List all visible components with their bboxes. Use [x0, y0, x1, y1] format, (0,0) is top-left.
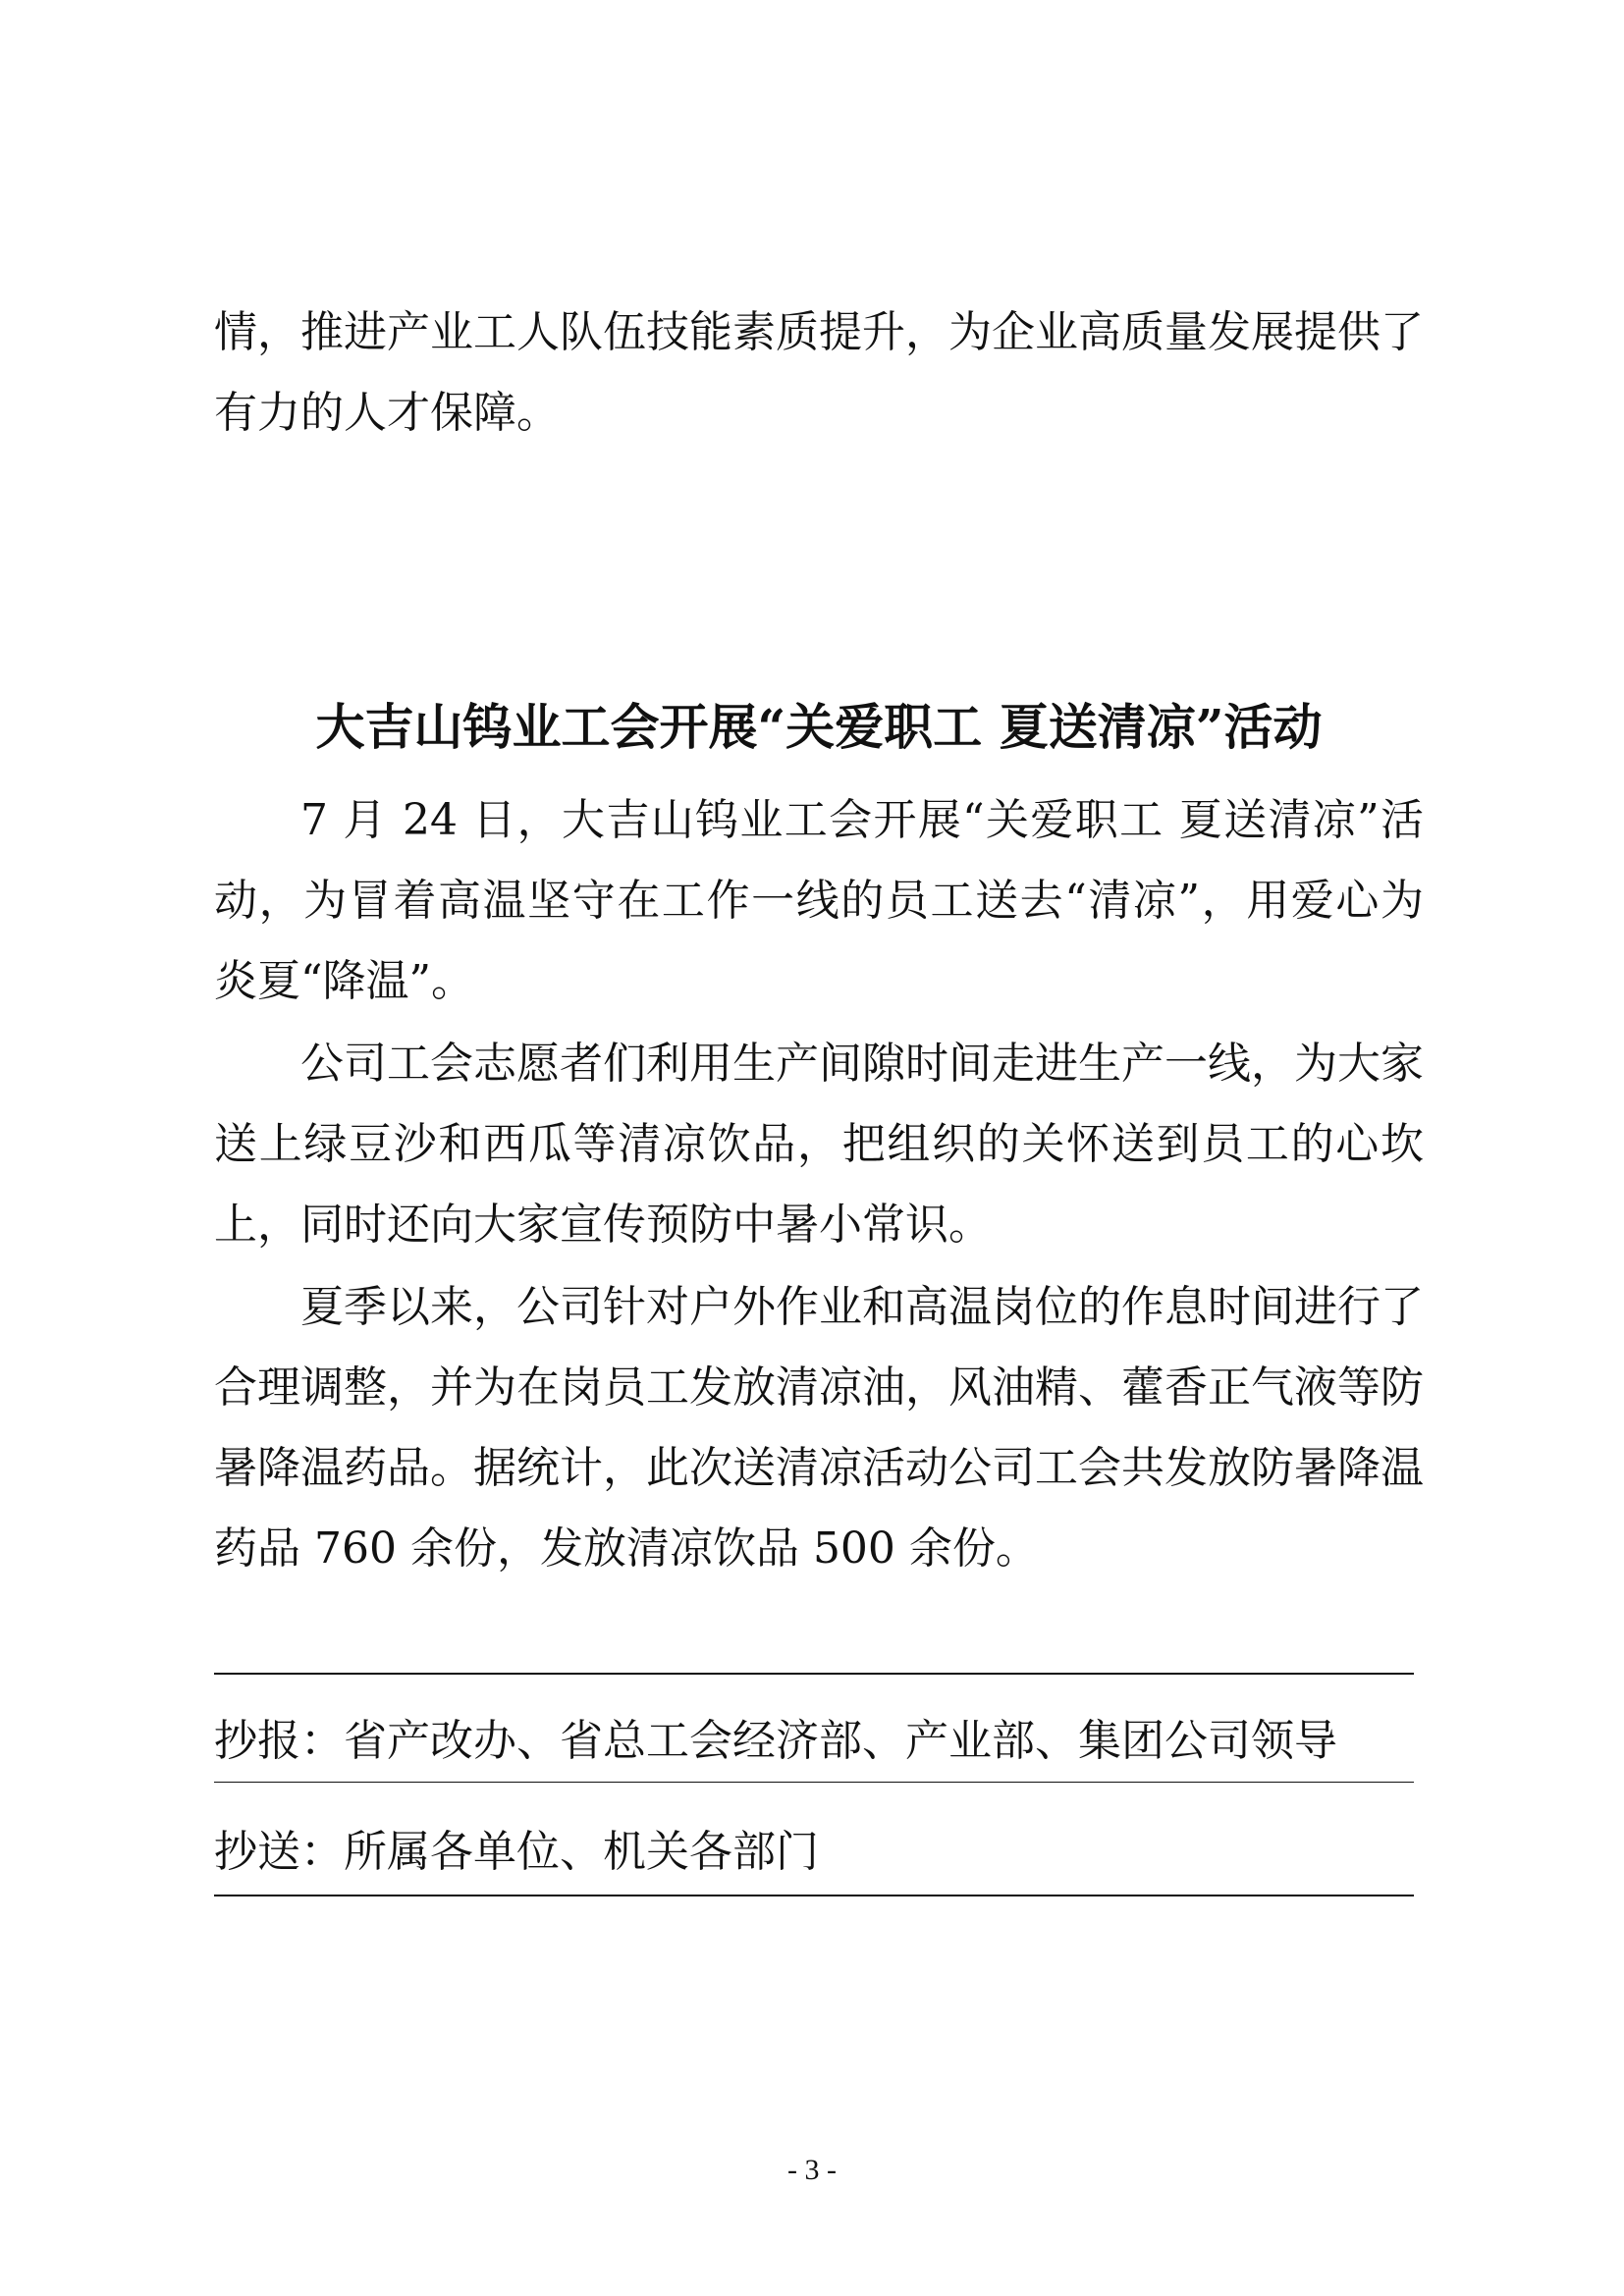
- article-paragraph-1: 7 月 24 日，大吉山钨业工会开展“关爱职工 夏送清凉”活动，为冒着高温坚守在工作一线的员工送去“清凉”，用爱心为炎夏“降温”。: [214, 795, 1424, 1006]
- distribution-top-rule: [214, 1673, 1414, 1675]
- article-title: 大吉山钨业工会开展“关爱职工 夏送清凉”活动: [315, 698, 1323, 756]
- article-paragraph-2: 公司工会志愿者们利用生产间隙时间走进生产一线，为大家送上绿豆沙和西瓜等清凉饮品，把组织的关怀送到员工的心坎上，同时还向大家宣传预防中暑小常识。: [214, 1039, 1424, 1250]
- intro-paragraph: 情，推进产业工人队伍技能素质提升，为企业高质量发展提供了有力的人才保障。: [214, 307, 1424, 438]
- report-to-line: 抄报：省产改办、省总工会经济部、产业部、集团公司领导: [214, 1716, 1337, 1766]
- page-number: - 3 -: [787, 2154, 837, 2186]
- distribution-bottom-rule: [214, 1895, 1414, 1896]
- article-paragraph-3: 夏季以来，公司针对户外作业和高温岗位的作息时间进行了合理调整，并为在岗员工发放清凉油，风油精、藿香正气液等防暑降温药品。据统计，此次送清凉活动公司工会共发放防暑降温药品 760 余份，发放清凉饮品 500 余份。: [214, 1282, 1424, 1574]
- copy-to-line: 抄送：所属各单位、机关各部门: [214, 1827, 819, 1877]
- distribution-middle-rule: [214, 1782, 1414, 1783]
